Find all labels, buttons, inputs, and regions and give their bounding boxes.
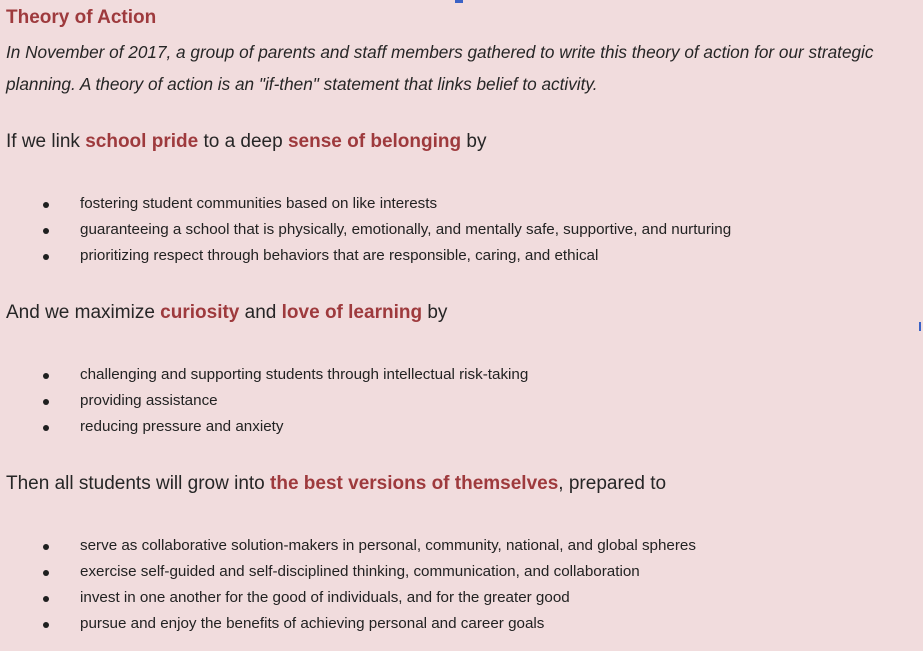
section2-lead-mid: and <box>239 302 282 323</box>
list-item-text: prioritizing respect through behaviors that are responsible, caring, and ethical <box>80 247 599 264</box>
section2-lead-post: by <box>422 302 448 323</box>
list-item-text: pursue and enjoy the benefits of achieving personal and career goals <box>80 615 545 632</box>
list-item-text: invest in one another for the good of individuals, and for the greater good <box>80 589 570 606</box>
list-item-text: providing assistance <box>80 392 218 409</box>
section1-lead-post: by <box>461 131 487 152</box>
section3-highlight-best-versions: the best versions of themselves <box>270 473 559 494</box>
bullet-icon <box>43 596 49 602</box>
list-item-text: fostering student communities based on like interests <box>80 195 438 212</box>
section1-lead-pre: If we link <box>6 131 86 152</box>
bullet-icon <box>43 622 49 628</box>
selection-handle-top <box>455 0 463 3</box>
section3-lead-post: , prepared to <box>558 473 667 494</box>
section2-highlight-curiosity: curiosity <box>160 302 240 323</box>
list-item-text: challenging and supporting students through intellectual risk-taking <box>80 366 529 383</box>
section2-lead-pre: And we maximize <box>6 302 161 323</box>
section1-lead-mid: to a deep <box>198 131 288 152</box>
section1-lead <box>6 129 486 155</box>
section3-lead-pre: Then all students will grow into <box>6 473 271 494</box>
section1-highlight-sense-of-belonging: sense of belonging <box>287 131 462 152</box>
bullet-icon <box>43 425 49 431</box>
list-item-text: exercise self-guided and self-disciplined thinking, communication, and collaboration <box>80 563 640 580</box>
bullet-icon <box>43 228 49 234</box>
selection-handle-right <box>919 322 921 331</box>
section3-lead <box>6 471 666 497</box>
bullet-icon <box>43 254 49 260</box>
bullet-icon <box>43 570 49 576</box>
bullet-icon <box>43 202 49 208</box>
bullet-icon <box>43 373 49 379</box>
section1-highlight-school-pride: school pride <box>85 131 199 152</box>
intro-paragraph: In November of 2017, a group of parents and staff members gathered to write this theory of action for our strategic planning. A theory of action is an "if-then" statement that links belief to activity. <box>6 42 874 94</box>
list-item-text: reducing pressure and anxiety <box>80 418 284 435</box>
list-item-text: guaranteeing a school that is physically, emotionally, and mentally safe, supportive, and nurturing <box>80 221 732 238</box>
section2-highlight-love-of-learning: love of learning <box>281 302 423 323</box>
section2-lead <box>6 300 447 326</box>
bullet-icon <box>43 544 49 550</box>
page-title: Theory of Action <box>6 7 157 28</box>
bullet-icon <box>43 399 49 405</box>
list-item-text: serve as collaborative solution-makers in personal, community, national, and global spheres <box>80 537 696 554</box>
